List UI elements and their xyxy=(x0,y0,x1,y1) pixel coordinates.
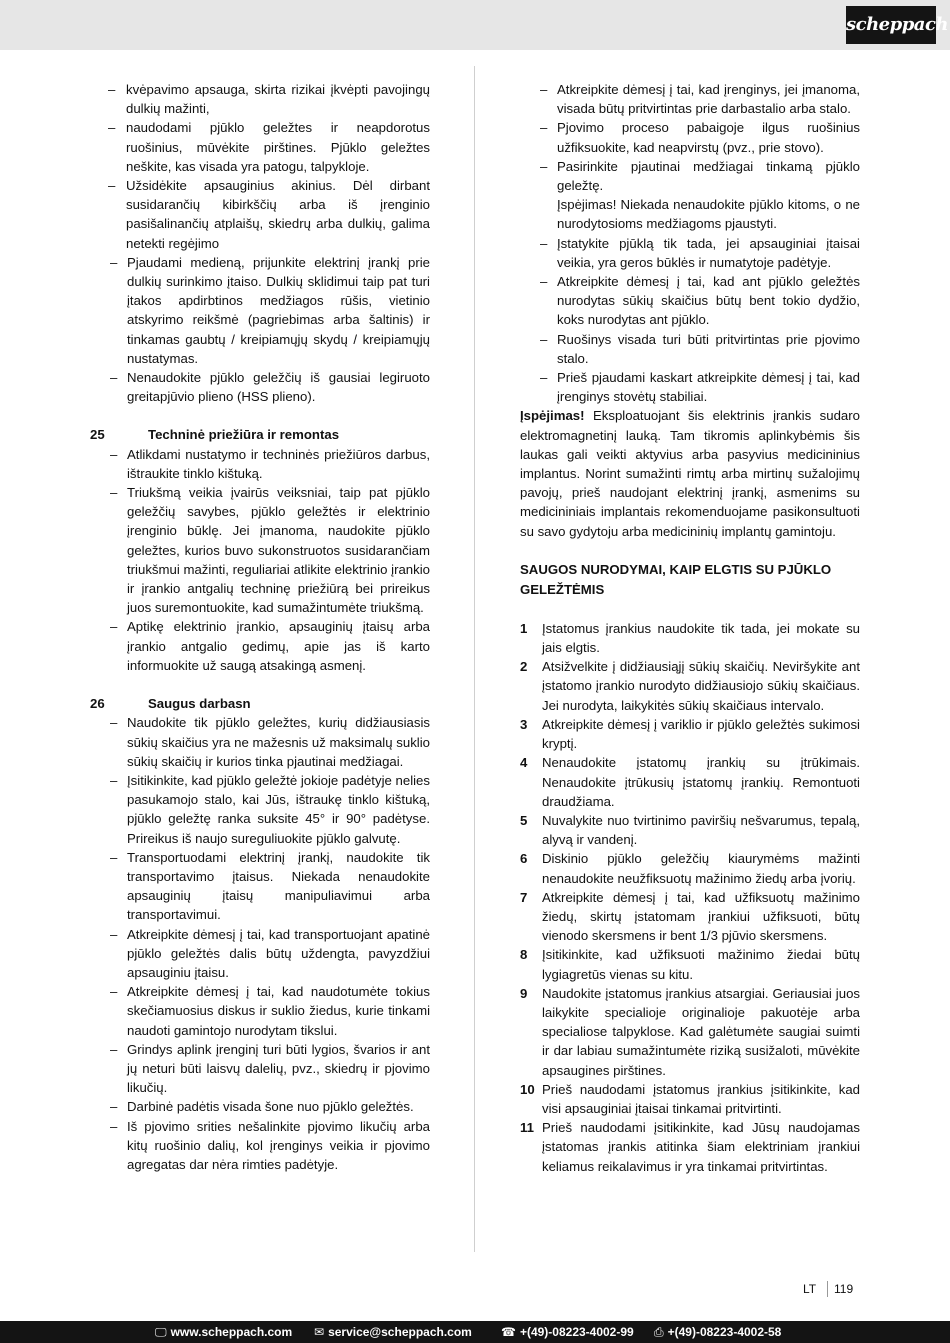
section-title: Techninė priežiūra ir remontas xyxy=(148,427,340,443)
intro-list xyxy=(90,253,430,407)
item-number: 1 xyxy=(520,620,528,636)
list-item: – Užsidėkite apsauginius akinius. Dėl dirbant susidarančių kibirkščių arba iš įrenginio pasišalinančių atplaišų, skiedrų arba dulkių, galima netekti regėjimo xyxy=(90,176,430,253)
fax-text: +(49)-08223-4002-58 xyxy=(667,1325,782,1339)
email-link[interactable] xyxy=(314,1321,472,1343)
item-number: 8 xyxy=(520,947,528,963)
list-item: – Įsitikinkite, kad pjūklo geležtė jokioje padėtyje nelies pasukamojo stalo, kai Jūs, ištraukę tinklo kištuką, pjūklo geležtę ranka suksite 45° ir 90° padėtyse. Prireikus iš naujo sureguliuokite pjūklo galvutę. xyxy=(90,771,430,848)
item-number: 2 xyxy=(520,659,528,675)
right-column xyxy=(520,80,860,1176)
numbered-item xyxy=(520,1080,860,1118)
phone-icon: ☎ xyxy=(501,1325,516,1339)
item-text: Atsižvelkite į didžiausiąjį sūkių skaičių. Neviršykite ant įstatomo įrankio nurodyto didžiausiojo sūkių skaičiaus. Jei nurodyta, laikykitės sūkių skaičiaus intervalo. xyxy=(542,659,860,713)
list-item: – Pjaudami medieną, prijunkite elektrinį įrankį prie dulkių surinkimo įtaiso. Dulkių sklidimui taip pat turi įtakos apdirbtinos medžiagos rūšis, vietinio atskyrimo reikšmė (pagriebimas arba šaltinis) ir tinkamas gaubtų / kreipiamųjų skydų / kreipiamųjų nustatymas. xyxy=(90,253,430,368)
list-item: – Ruošinys visada turi būti pritvirtintas prie pjovimo stalo. xyxy=(520,330,860,368)
item-number: 9 xyxy=(520,985,528,1001)
list-item: – Įstatykite pjūklą tik tada, jei apsauginiai įtaisai veikia, yra geros būklės ir numatytoje padėtyje. xyxy=(520,234,860,272)
item-text: Prieš naudodami įsitikinkite, kad Jūsų naudojamas įstatomas įrankis atitinka šiam elektriniam įrankiui keliamus reikalavimus ir yra tinkamai pritvirtintas. xyxy=(542,1120,860,1174)
list-item: – naudodami pjūklo geležtes ir neapdorotus ruošinius, mūvėkite pirštines. Pjūklo geležtes neškite, kas visada yra patogu, talpykloje. xyxy=(90,118,430,176)
item-text: Diskinio pjūklo geležčių kiaurymėms mažinti nenaudokite neužfiksuotų mažinimo žiedų arba įvorių. xyxy=(542,851,860,886)
list-item: – Triukšmą veikia įvairūs veiksniai, taip pat pjūklo geležčių savybes, pjūklo geležtės ir elektrinio įrenginio būklę. Jei įmanoma, naudokite pjūklo geležtes, kurios buvo sukonstruotos susidarančiam triukšmui mažinti, reguliariai atlikite elektrinio įrankio ir įrankio antgalių techninę priežiūrą bei prireikus juos suremontuokite, kad sumažintumėte triukšmą. xyxy=(90,483,430,617)
section-heading-25 xyxy=(90,425,430,444)
item-text: Atkreipkite dėmesį į tai, kad užfiksuotų mažinimo žiedų, skirtų įstatomam įrankiui užfiksuoti, būtų vienodo skersmens ir bent 1/3 pjūvio skersmens. xyxy=(542,889,860,944)
top-bar xyxy=(0,0,950,50)
page-number: 119 xyxy=(834,1282,854,1296)
item-text: Naudokite įstatomus įrankius atsargiai. Geriausiai juos laikykite specialioje originalioje pakuotėje arba specialiose talpyklose. Kad galėtumėte saugiai suimti ir dar labiau sumažintumėte riziką susižaloti, mūvėkite apsaugines pirštines. xyxy=(542,985,860,1078)
phone-text: +(49)-08223-4002-99 xyxy=(519,1325,634,1339)
safety-heading: SAUGOS NURODYMAI, KAIP ELGTIS SU PJŪKLO GELEŽTĖMIS xyxy=(520,561,832,597)
numbered-list xyxy=(520,619,860,1176)
section-number: 26 xyxy=(90,696,105,712)
numbered-item xyxy=(520,984,860,1080)
item-number: 4 xyxy=(520,755,528,771)
list-item: – Atkreipkite dėmesį į tai, kad transportuojant apatinė pjūklo geležtės dalis būtų uždengta, pavyzdžiui apsauginiu įtaisu. xyxy=(90,925,430,983)
item-text: Atkreipkite dėmesį į variklio ir pjūklo geležtės sukimosi kryptį. xyxy=(542,716,860,752)
warning-text: Eksploatuojant šis elektrinis įrankis sudaro elektromagnetinį lauką. Tam tikromis aplinkybėmis šis laukas gali veikti aktyvius arba pasyvius medicininius implantus. Norint sumažinti rimtų arba mirtinų sužalojimų pavojų, prieš naudojant elektrinį įrankį, asmenims su medicininiais implantais rekomenduojame pasikonsultuoti su savo gydytoju arba medicininių implantų gamintoju. xyxy=(520,408,860,539)
numbered-item xyxy=(520,657,860,715)
intro-sublist xyxy=(90,80,430,253)
footer-separator xyxy=(827,1281,828,1297)
list-item: – Nenaudokite pjūklo geležčių iš gausiai legiruoto greitapjūvio plieno (HSS plieno). xyxy=(90,368,430,406)
column-divider xyxy=(474,66,475,1252)
section-25-list xyxy=(90,445,430,675)
item-number: 11 xyxy=(520,1120,534,1136)
fax-icon: ⎙ xyxy=(654,1325,664,1339)
numbered-item xyxy=(520,888,860,946)
left-column xyxy=(90,80,430,1174)
warning-label: Įspėjimas! xyxy=(520,408,585,424)
list-item: – Iš pjovimo srities nešalinkite pjovimo likučių arba kitų ruošinio dalių, kol įrenginys veikia ir pjovimo agregatas dar nėra rimties padėtyje. xyxy=(90,1117,430,1175)
list-item: – Grindys aplink įrenginį turi būti lygios, švarios ir ant jų neturi būti laisvų dalelių, pvz., skiedrų ir pjovimo likučių. xyxy=(90,1040,430,1098)
section-title: Saugus darbasn xyxy=(148,696,251,712)
website-link[interactable] xyxy=(155,1321,292,1343)
list-item: – Transportuodami elektrinį įrankį, naudokite tik transportavimo įtaisus. Niekada nenaudokite apsauginių įtaisų manipuliavimui arba transportavimui. xyxy=(90,848,430,925)
numbered-item xyxy=(520,849,860,887)
website-text: www.scheppach.com xyxy=(170,1325,293,1339)
list-item-text: – Pasirinkite pjautinai medžiagai tinkamą pjūklo geležtę. xyxy=(557,158,860,194)
list-item: – Pjovimo proceso pabaigoje ilgus ruošinius užfiksuokite, kad neapvirstų (pvz., prie stovo). xyxy=(520,118,860,156)
list-item xyxy=(520,157,860,234)
list-item: – Atkreipkite dėmesį į tai, kad naudotumėte tokius skečiamuosius diskus ir suklio žiedus, kurie tinkami naudoti gamintojo nurodytam tikslui. xyxy=(90,982,430,1040)
item-text: Nenaudokite įstatomų įrankių su įtrūkimais. Nenaudokite įtrūkusių įstatomų įrankių. Remontuoti draudžiama. xyxy=(542,755,860,809)
scheppach-logo: scheppach xyxy=(846,6,936,44)
item-number: 10 xyxy=(520,1081,535,1097)
inline-warning: Įspėjimas! Niekada nenaudokite pjūklo kitoms, o ne nurodytosioms medžiagoms pjaustyti. xyxy=(557,197,860,232)
section-26-list xyxy=(90,713,430,1174)
mail-icon: ✉ xyxy=(314,1325,325,1339)
item-text: Nuvalykite nuo tvirtinimo paviršių nešvarumus, tepalą, alyvą ir vandenį. xyxy=(542,812,860,848)
language-code: LT xyxy=(803,1282,817,1296)
fax-item xyxy=(654,1321,781,1343)
section-heading-26 xyxy=(90,694,430,713)
item-text: Įsitikinkite, kad užfiksuoti mažinimo žiedai būtų lygiagretūs vienas su kitu. xyxy=(542,947,860,982)
list-item: – Naudokite tik pjūklo geležtes, kurių didžiausiasis sūkių skaičius yra ne mažesnis už maksimalų suklio sūkių skaičių ir kurios tinka pjautinai medžiagai. xyxy=(90,713,430,771)
numbered-item xyxy=(520,753,860,811)
item-number: 7 xyxy=(520,889,528,905)
right-list xyxy=(520,80,860,406)
numbered-item xyxy=(520,811,860,849)
list-item: – kvėpavimo apsauga, skirta rizikai įkvėpti pavojingų dulkių mažinti, xyxy=(90,80,430,118)
phone-link[interactable] xyxy=(501,1321,634,1343)
numbered-item xyxy=(520,715,860,753)
item-number: 6 xyxy=(520,851,528,867)
list-item: – Atkreipkite dėmesį į tai, kad įrenginys, jei įmanoma, visada būtų pritvirtintas prie darbastalio arba stalo. xyxy=(520,80,860,118)
numbered-item xyxy=(520,945,860,983)
contact-bar xyxy=(0,1321,950,1343)
item-text: Prieš naudodami įstatomus įrankius įsitikinkite, kad visi apsauginiai įtaisai tinkamai pritvirtinti. xyxy=(542,1081,860,1116)
email-text: service@scheppach.com xyxy=(328,1325,472,1339)
list-item: – Aptikę elektrinio įrankio, apsauginių įtaisų arba įrankio antgalio gedimų, apie jas iš karto informuokite už saugą atsakingą asmenį. xyxy=(90,617,430,675)
numbered-item xyxy=(520,1118,860,1176)
section-number: 25 xyxy=(90,427,105,443)
numbered-item xyxy=(520,619,860,657)
emf-warning xyxy=(520,406,860,540)
item-text: Įstatomus įrankius naudokite tik tada, jei mokate su jais elgtis. xyxy=(542,620,860,656)
item-number: 5 xyxy=(520,812,528,828)
monitor-icon: 🖵 xyxy=(155,1325,167,1339)
list-item: – Prieš pjaudami kaskart atkreipkite dėmesį į tai, kad įrenginys stovėtų stabiliai. xyxy=(520,368,860,406)
list-item: – Darbinė padėtis visada šone nuo pjūklo geležtės. xyxy=(90,1097,430,1116)
item-number: 3 xyxy=(520,716,528,732)
page-footer xyxy=(0,1280,950,1300)
list-item: – Atlikdami nustatymo ir techninės priežiūros darbus, ištraukite tinklo kištuką. xyxy=(90,445,430,483)
list-item: – Atkreipkite dėmesį į tai, kad ant pjūklo geležtės nurodytas sūkių skaičius būtų bent tokio dydžio, koks nurodytas ant pjūklo. xyxy=(520,272,860,330)
